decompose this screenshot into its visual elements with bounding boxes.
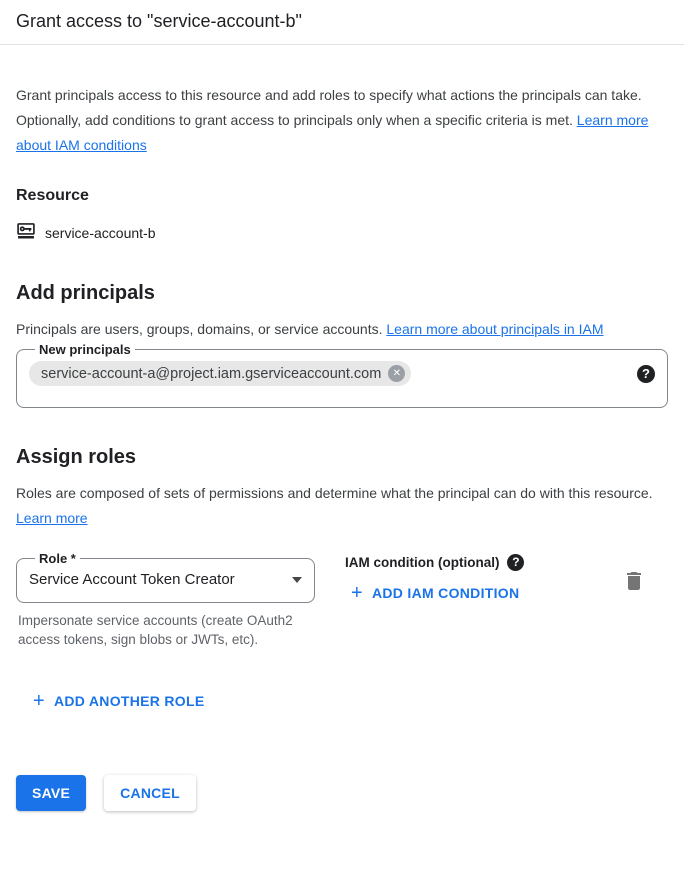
cancel-button[interactable]: CANCEL (104, 775, 196, 811)
resource-heading: Resource (16, 187, 89, 204)
role-selected-value: Service Account Token Creator (29, 571, 235, 588)
add-another-role-button[interactable] (25, 687, 213, 715)
chip-remove-icon[interactable]: ✕ (388, 365, 405, 382)
condition-help-icon[interactable]: ? (507, 554, 524, 571)
resource-row (16, 221, 668, 244)
iam-conditions-link[interactable]: Learn more about IAM conditions (16, 112, 649, 153)
assign-roles-heading: Assign roles (16, 446, 137, 468)
principal-chip-text: service-account-a@project.iam.gserviceaccount.com (41, 365, 382, 382)
role-column (16, 551, 315, 649)
dropdown-arrow-icon[interactable] (292, 577, 302, 583)
delete-column (618, 565, 650, 598)
principals-description-text: Principals are users, groups, domains, or service accounts. (16, 321, 387, 337)
save-button[interactable]: SAVE (16, 775, 86, 811)
add-iam-condition-button[interactable] (343, 579, 527, 607)
principals-help-icon[interactable]: ? (637, 365, 655, 383)
role-binding-row (16, 551, 668, 649)
trash-icon (622, 581, 646, 596)
new-principals-input-area[interactable] (29, 361, 655, 386)
add-principals-description (16, 317, 664, 342)
new-principals-field[interactable] (16, 342, 668, 408)
plus-icon: + (351, 582, 363, 604)
dialog-footer (16, 775, 668, 811)
iam-condition-label: IAM condition (optional) (345, 555, 500, 570)
delete-role-button[interactable] (618, 565, 650, 597)
principals-learn-more-link[interactable]: Learn more about principals in IAM (386, 321, 604, 337)
condition-column (345, 551, 527, 607)
dialog-title: Grant access to "service-account-b" (16, 11, 302, 31)
principal-chip[interactable] (29, 361, 411, 386)
new-principals-label: New principals (39, 342, 131, 357)
role-helper-text: Impersonate service accounts (create OAuth2 access tokens, sign blobs or JWTs, etc). (18, 613, 293, 647)
intro-text: Grant principals access to this resource and add roles to specify what actions the principals can take. Optionally, add conditions to grant access to principals only when a specific criteria is met. (16, 87, 642, 128)
role-label: Role * (39, 551, 76, 566)
assign-roles-description (16, 481, 664, 531)
role-select[interactable] (16, 551, 315, 603)
intro-paragraph (16, 83, 664, 158)
dialog-header (0, 0, 684, 45)
plus-icon: + (33, 690, 45, 712)
add-principals-heading: Add principals (16, 282, 155, 304)
add-iam-condition-label: ADD IAM CONDITION (371, 585, 520, 601)
service-account-icon (16, 221, 36, 244)
roles-description-text: Roles are composed of sets of permissions and determine what the principal can do with this resource. (16, 485, 653, 501)
dialog-body (0, 83, 684, 827)
resource-name: service-account-b (45, 224, 156, 241)
add-another-role-label: ADD ANOTHER ROLE (53, 693, 205, 709)
roles-learn-more-link[interactable]: Learn more (16, 510, 88, 526)
